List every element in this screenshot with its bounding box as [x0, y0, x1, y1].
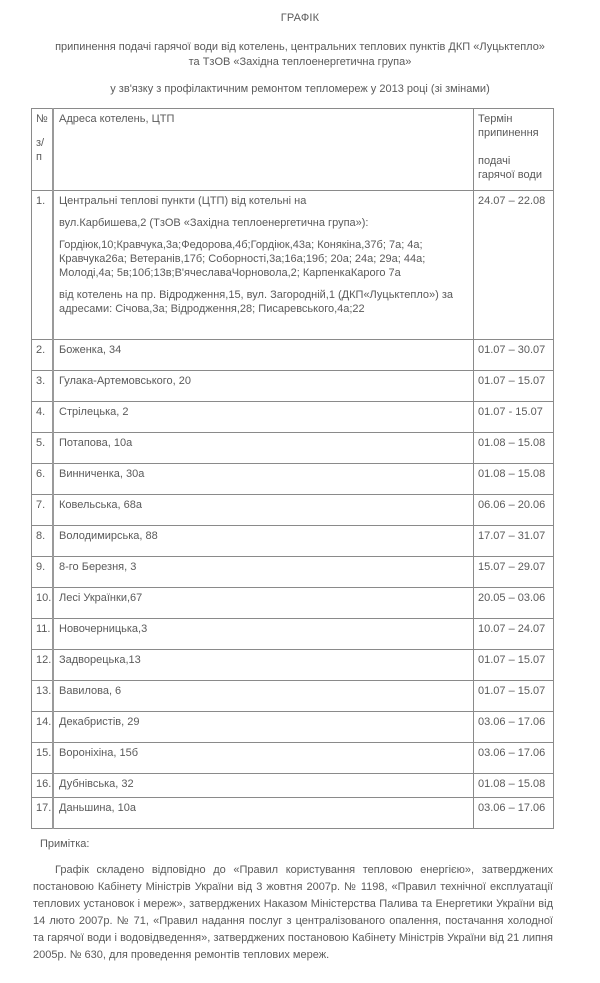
row-num: 9. [32, 557, 54, 588]
table-row [32, 402, 554, 433]
header-num-label: з/п [36, 137, 45, 163]
row-num: 14. [32, 712, 54, 743]
row-num: 10. [32, 588, 54, 619]
table-row [32, 619, 554, 650]
table-row [32, 743, 554, 774]
table-row [32, 526, 554, 557]
header-term-line2: припинення [478, 127, 539, 139]
row-address: Задворецька,13 [53, 650, 474, 681]
row-num: 7. [32, 495, 54, 526]
subtitle-repair-note: у зв'язку з профілактичним ремонтом тепломереж у 2013 році (зі змінами) [110, 83, 490, 95]
row1-boilers: від котелень на пр. Відродження,15, вул. Загородній,1 (ДКП«Луцьктепло») за адресами: Січова,3а; Відродження,28; Писаревського,4а;22 [59, 289, 454, 315]
row-num: 13. [32, 681, 54, 712]
row-address: Декабристів, 29 [53, 712, 474, 743]
row1-line2: вул.Карбишева,2 (ТзОВ «Західна теплоенергетична група»): [59, 217, 369, 229]
row-num: 6. [32, 464, 54, 495]
table-row [32, 371, 554, 402]
table-row [32, 798, 554, 829]
row-address [53, 191, 474, 340]
table-row [32, 588, 554, 619]
row-address: Володимирська, 88 [53, 526, 474, 557]
row-term: 10.07 – 24.07 [474, 619, 554, 650]
row-term: 20.05 – 03.06 [474, 588, 554, 619]
row-address: Дубнівська, 32 [53, 774, 474, 798]
row-num: 2. [32, 340, 54, 371]
row-num: 12. [32, 650, 54, 681]
table-row [32, 340, 554, 371]
header-term-line1: Термін [478, 113, 513, 125]
row-num: 11. [32, 619, 54, 650]
row-address: 8-го Березня, 3 [53, 557, 474, 588]
row-address: Вавилова, 6 [53, 681, 474, 712]
header-num-symbol: № [36, 113, 48, 125]
note-body [33, 862, 553, 964]
row-num: 15. [32, 743, 54, 774]
table-row [32, 191, 554, 340]
row-address: Новочерницька,3 [53, 619, 474, 650]
row-address: Даньшина, 10а [53, 798, 474, 829]
row-term: 01.07 – 15.07 [474, 681, 554, 712]
table-row [32, 433, 554, 464]
row-term: 01.07 – 15.07 [474, 650, 554, 681]
row-address: Вороніхіна, 15б [53, 743, 474, 774]
row-term: 03.06 – 17.06 [474, 798, 554, 829]
row-address: Потапова, 10а [53, 433, 474, 464]
row-term: 01.07 – 30.07 [474, 340, 554, 371]
table-row [32, 650, 554, 681]
table-row [32, 557, 554, 588]
row-term: 24.07 – 22.08 [474, 191, 554, 340]
table-header-row [32, 109, 554, 191]
row-term: 03.06 – 17.06 [474, 712, 554, 743]
row-term: 01.07 – 15.07 [474, 371, 554, 402]
header-num [32, 109, 54, 191]
note-label: Примітка: [40, 838, 90, 850]
row-address: Лесі Українки,67 [53, 588, 474, 619]
subtitle-line-2: та ТзОВ «Західна теплоенергетична група» [188, 56, 412, 68]
row-term: 01.08 – 15.08 [474, 464, 554, 495]
row-address: Ковельська, 68а [53, 495, 474, 526]
table-row [32, 681, 554, 712]
row-num: 4. [32, 402, 54, 433]
row-address: Стрілецька, 2 [53, 402, 474, 433]
schedule-table [31, 108, 554, 829]
header-term-line3: подачі [478, 155, 511, 167]
row-num: 3. [32, 371, 54, 402]
row1-addresses: Гордіюк,10;Кравчука,3а;Федорова,4б;Гордіюк,43а; Конякіна,37б; 7а; 4а; Кравчука26а; Ветеранів,17б; Соборності,3а;16а;19б; 20а; 24а; 29а; 44а; Молоді,4а; 5в;10б;13в;В'ячеславаЧорновола,2; КарпенкаКарого 7а [59, 239, 426, 279]
row-term: 03.06 – 17.06 [474, 743, 554, 774]
document-title: ГРАФІК [280, 12, 320, 24]
header-address: Адреса котелень, ЦТП [53, 109, 474, 191]
row-num: 1. [32, 191, 54, 340]
header-term-line4: гарячої води [478, 169, 542, 181]
table-row [32, 712, 554, 743]
row-address: Винниченка, 30а [53, 464, 474, 495]
table-row [32, 774, 554, 798]
row-num: 17. [32, 798, 54, 829]
table-row [32, 464, 554, 495]
row-term: 06.06 – 20.06 [474, 495, 554, 526]
row-address: Гулака-Артемовського, 20 [53, 371, 474, 402]
header-term [474, 109, 554, 191]
row-num: 16. [32, 774, 54, 798]
row-num: 5. [32, 433, 54, 464]
row-term: 01.07 - 15.07 [474, 402, 554, 433]
row-num: 8. [32, 526, 54, 557]
table-row [32, 495, 554, 526]
row-term: 01.08 – 15.08 [474, 774, 554, 798]
row-term: 01.08 – 15.08 [474, 433, 554, 464]
subtitle-line-1: припинення подачі гарячої води від котелень, центральних теплових пунктів ДКП «Луцьктепло» [55, 41, 545, 53]
row-term: 15.07 – 29.07 [474, 557, 554, 588]
document-subtitle [0, 40, 600, 70]
note-text: Графік складено відповідно до «Правил користування тепловою енергією», затверджених постановою Кабінету Міністрів України від 3 жовтня 2007р. № 1198, «Правил технічної експлуатації теплових установок і мереж», затверджених Наказом Міністерства Палива та Енергетики України від 14 люто 2007р. № 71, «Правил надання послуг з централізованого опалення, постачання холодної та гарячої води і водовідведення», затверджених постановою Кабінету Міністрів України від 21 липня 2005р. № 630, для проведення ремонтів теплових мереж. [33, 864, 553, 961]
row-address: Боженка, 34 [53, 340, 474, 371]
row-term: 17.07 – 31.07 [474, 526, 554, 557]
row1-line1: Центральні теплові пункти (ЦТП) від котельні на [59, 195, 307, 207]
